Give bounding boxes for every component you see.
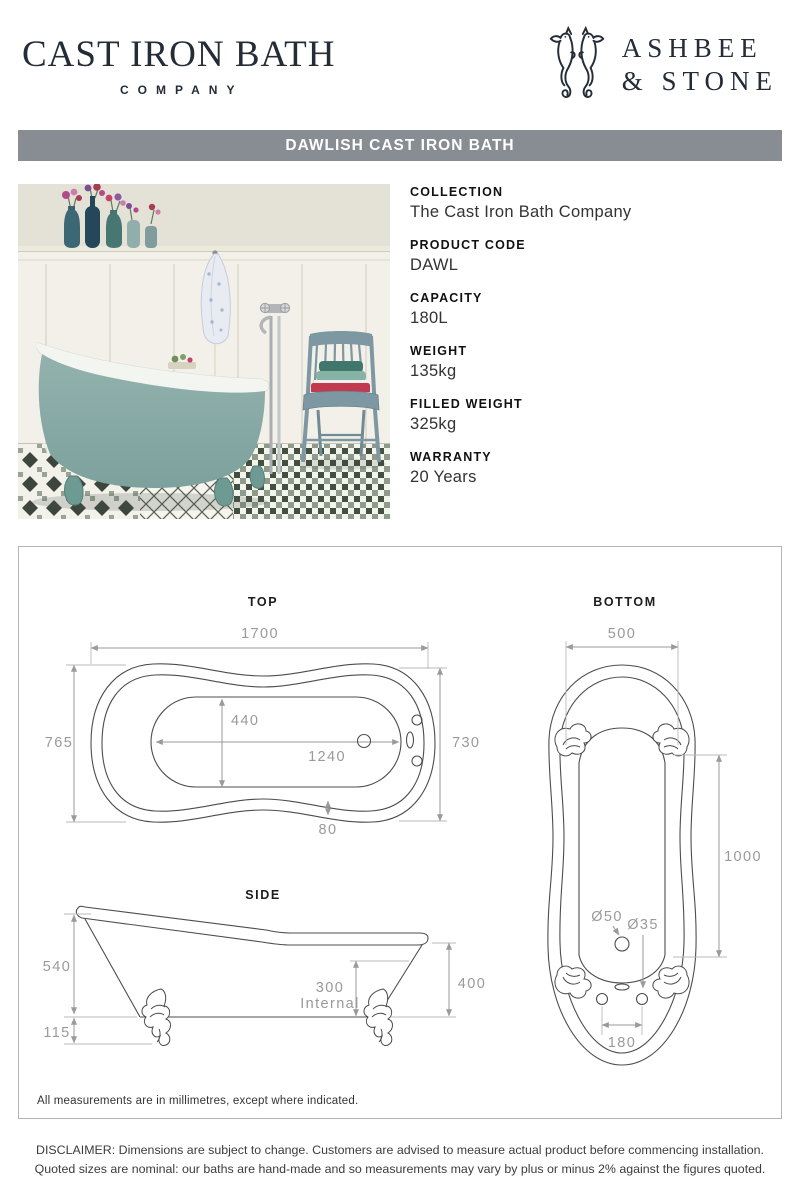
- disclaimer-line1: DISCLAIMER: Dimensions are subject to change. Customers are advised to measure actual product before commencing installation.: [36, 1143, 764, 1157]
- dim-base-width-500: 500: [607, 626, 637, 642]
- top-view: [45, 595, 481, 838]
- dim-internal-length-1240: 1240: [308, 749, 346, 765]
- dim-back-height-540: 540: [42, 959, 72, 975]
- header: [0, 0, 800, 118]
- dim-tap-centres-180: 180: [607, 1035, 637, 1051]
- product-title-bar: DAWLISH CAST IRON BATH: [18, 130, 782, 161]
- dimension-drawings: [19, 547, 781, 1118]
- top-view-label: TOP: [247, 595, 279, 609]
- spec-capacity: [410, 291, 782, 328]
- bath-photo-illustration: [18, 184, 390, 519]
- spec-value: 135kg: [410, 362, 457, 380]
- spec-label: WARRANTY: [410, 450, 492, 464]
- towels-and-books-stack: [311, 361, 370, 395]
- logo-main-text: CAST IRON BATH: [22, 34, 336, 75]
- disclaimer: [0, 1141, 800, 1178]
- side-view-label: SIDE: [245, 888, 281, 902]
- spec-label: FILLED WEIGHT: [410, 397, 523, 411]
- spec-value: 325kg: [410, 415, 457, 433]
- dim-internal-width-440: 440: [231, 713, 260, 729]
- spec-list: [410, 184, 782, 519]
- dim-rim-80: 80: [318, 822, 338, 838]
- spec-filled-weight: [410, 397, 782, 434]
- bottom-view: [548, 595, 762, 1065]
- dim-feet-1000: 1000: [724, 849, 762, 865]
- spec-product-code: [410, 238, 782, 275]
- product-section: [18, 184, 782, 519]
- dim-width-765: 765: [44, 735, 74, 751]
- product-photo: [18, 184, 390, 519]
- dim-foot-height-115: 115: [43, 1025, 71, 1041]
- dim-internal-word: Internal: [300, 996, 360, 1012]
- bottom-view-label: BOTTOM: [593, 595, 657, 609]
- ashbee-stone-logo: [546, 26, 778, 104]
- spec-label: CAPACITY: [410, 291, 483, 305]
- dim-overflow-dia-35: Ø35: [627, 917, 659, 933]
- waste-hole-bottom: [615, 937, 629, 951]
- logo-right-text: [622, 32, 778, 98]
- overflow-slot: [615, 984, 629, 990]
- spec-collection: [410, 185, 782, 222]
- logo-sub-text: COMPANY: [120, 83, 244, 97]
- spec-weight: [410, 344, 782, 381]
- cast-iron-bath-logo: [22, 33, 335, 97]
- logo-right-line1: ASHBEE: [621, 33, 763, 64]
- dim-front-height-400: 400: [457, 976, 487, 992]
- tap-hole-right: [637, 994, 648, 1005]
- spec-value: DAWL: [410, 256, 459, 274]
- spec-value: 20 Years: [410, 468, 477, 486]
- disclaimer-line2: Quoted sizes are nominal: our baths are hand-made and so measurements may vary by plus or minus 2% against the figures quoted.: [34, 1161, 766, 1176]
- dim-internal-depth-300: 300: [315, 980, 345, 996]
- seahorses-icon: [546, 26, 608, 104]
- measurements-note: All measurements are in millimetres, except where indicated.: [37, 1095, 359, 1107]
- spec-value: The Cast Iron Bath Company: [410, 203, 632, 221]
- waste-hole: [358, 735, 371, 748]
- logo-right-line2: & STONE: [621, 66, 778, 96]
- dim-waste-dia-50: Ø50: [591, 909, 623, 925]
- dim-length-1700: 1700: [241, 626, 279, 642]
- tap-hole-left: [597, 994, 608, 1005]
- spec-label: COLLECTION: [410, 185, 504, 199]
- dim-width-730: 730: [452, 735, 481, 751]
- spec-label: PRODUCT CODE: [410, 238, 526, 252]
- side-view: [43, 888, 486, 1045]
- spec-warranty: [410, 450, 782, 487]
- technical-drawing-panel: [18, 546, 782, 1119]
- spec-value: 180L: [410, 309, 448, 327]
- spec-label: WEIGHT: [410, 344, 468, 358]
